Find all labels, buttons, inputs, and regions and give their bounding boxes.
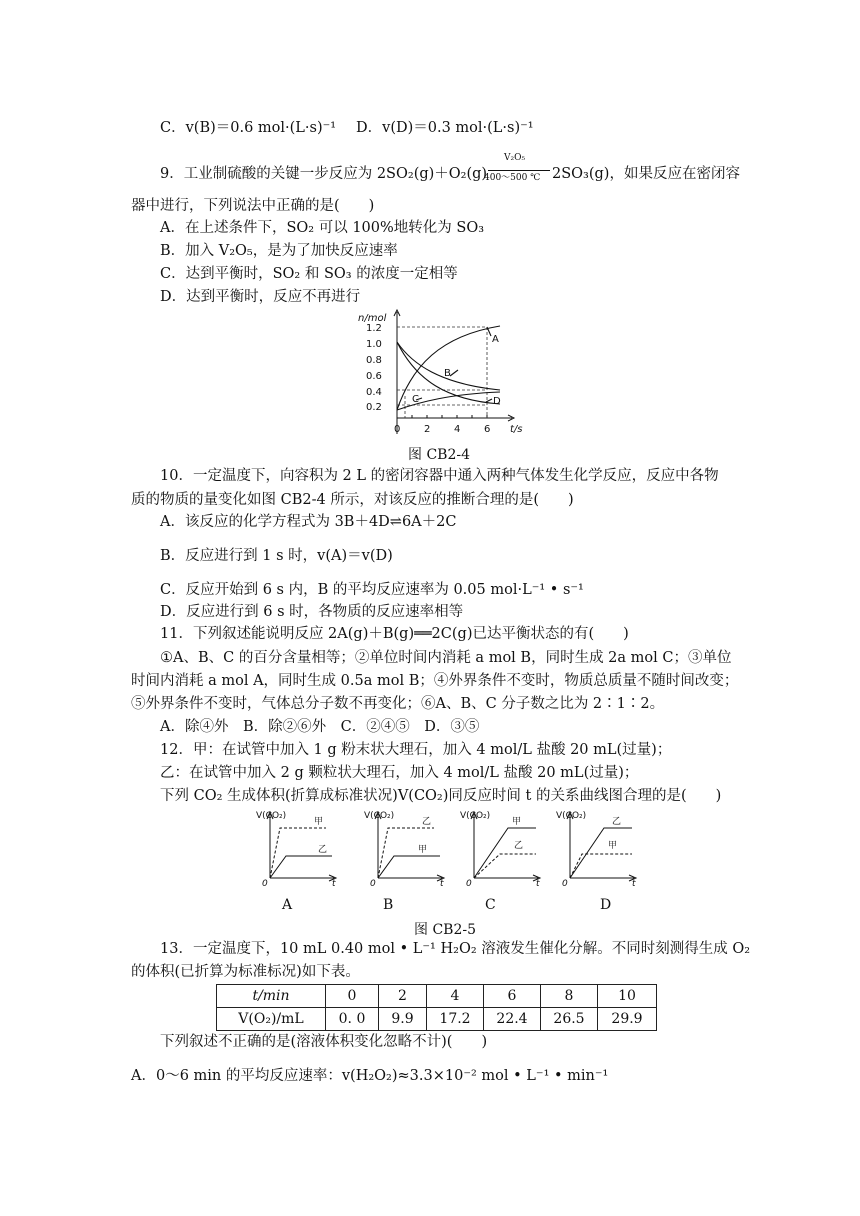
q10-stem-part2: 质的物质的量变化如图 CB2-4 所示，对该反应的推断合理的是( ) — [131, 492, 574, 508]
fig4-ytick: 0.2 — [366, 402, 382, 413]
fig4-ytick: 0.6 — [366, 371, 382, 382]
fig5-origin: 0 — [562, 879, 568, 888]
fig5-caption: 图 CB2-5 — [414, 922, 476, 938]
q13-data-table — [216, 984, 657, 1031]
fig4-curve-label-b: B — [444, 368, 451, 379]
fig5-xlabel: t — [632, 879, 636, 888]
q10-option-d: D．反应进行到 6 s 时，各物质的反应速率相等 — [160, 604, 464, 620]
table-cell: 29.9 — [598, 1008, 657, 1031]
table-cell: 9.9 — [379, 1008, 427, 1031]
table-header-volume: V(O₂)/mL — [217, 1008, 326, 1031]
q9-stem-part1: 9．工业制硫酸的关键一步反应为 2SO₂(g)＋O₂(g) — [160, 166, 488, 182]
q10-option-a: A．该反应的化学方程式为 3B＋4D⇌6A＋2C — [160, 514, 457, 530]
fig5-label-yi: 乙 — [422, 817, 432, 827]
q8-option-c: C．v(B)＝0.6 mol·(L·s)⁻¹ — [160, 120, 337, 136]
fig4-caption: 图 CB2-4 — [408, 447, 470, 463]
fig4-xtick: 0 — [394, 424, 401, 435]
q9-temperature: 400～500 ℃ — [484, 173, 541, 183]
fig5-label-yi: 乙 — [514, 841, 524, 851]
fig4-curve-label-d: D — [493, 396, 501, 407]
fig5-panel-label-c: C — [485, 897, 496, 913]
q11-items-line2: 时间内消耗 a mol A，同时生成 0.5a mol B；④外界条件不变时，物质总质量不随时间改变； — [131, 673, 739, 689]
table-cell: 10 — [598, 985, 657, 1008]
fig4-xtick: 4 — [454, 424, 461, 435]
fig5-panel-b — [364, 811, 444, 888]
table-cell: 6 — [484, 985, 541, 1008]
q12-jia: 12．甲：在试管中加入 1 g 粉末状大理石，加入 4 mol/L 盐酸 20 mL(过量)； — [160, 742, 672, 758]
table-cell: 4 — [427, 985, 484, 1008]
table-cell: 0 — [326, 985, 379, 1008]
q11-items-line1: ①A、B、C 的百分含量相等；②单位时间内消耗 a mol B，同时生成 2a mol C；③单位 — [160, 650, 732, 666]
fig5-panel-label-a: A — [282, 897, 293, 913]
fig4-ytick: 0.4 — [366, 387, 382, 398]
q9-option-a: A．在上述条件下，SO₂ 可以 100%地转化为 SO₃ — [160, 220, 485, 236]
q9-stem-part2: 2SO₃(g)，如果反应在密闭容 — [552, 166, 740, 182]
q13-stem-part2: 的体积(已折算为标准标况)如下表。 — [131, 964, 360, 980]
q11-items-line3: ⑤外界条件不变时，气体总分子数不再变化；⑥A、B、C 分子数之比为 2∶1∶2。 — [131, 696, 665, 712]
table-cell: 26.5 — [541, 1008, 598, 1031]
q9-option-b: B．加入 V₂O₅，是为了加快反应速率 — [160, 243, 398, 259]
fig5-panel-c — [460, 811, 540, 888]
q9-reaction-arrow — [488, 170, 550, 171]
fig4-xlabel: t/s — [510, 424, 523, 435]
fig5-xlabel: t — [536, 879, 540, 888]
q8-option-d: D．v(D)＝0.3 mol·(L·s)⁻¹ — [356, 120, 534, 136]
q13-option-a: A．0～6 min 的平均反应速率：v(H₂O₂)≈3.3×10⁻² mol • L⁻¹ • min⁻¹ — [131, 1068, 609, 1084]
fig5-ylabel: V(CO₂) — [460, 811, 491, 821]
fig4-ytick: 0.8 — [366, 355, 382, 366]
fig5-origin: 0 — [262, 879, 268, 888]
table-header-time: t/min — [217, 985, 326, 1008]
q13-question: 下列叙述不正确的是(溶液体积变化忽略不计)( ) — [160, 1034, 488, 1050]
fig5-origin: 0 — [370, 879, 376, 888]
table-cell: 8 — [541, 985, 598, 1008]
q9-stem-part3: 器中进行，下列说法中正确的是( ) — [131, 198, 375, 214]
fig4-xtick: 2 — [424, 424, 431, 435]
q10-option-c: C．反应开始到 6 s 内，B 的平均反应速率为 0.05 mol·L⁻¹ • s⁻¹ — [160, 582, 584, 598]
fig4-ytick: 1.0 — [366, 339, 382, 350]
q11-options: A．除④外 B．除②⑥外 C．②④⑤ D．③⑤ — [160, 719, 480, 735]
table-row — [217, 985, 657, 1008]
fig5-xlabel: t — [440, 879, 444, 888]
fig5-label-yi: 乙 — [318, 845, 328, 855]
fig5-panel-a — [256, 811, 336, 888]
q10-stem-part1: 10．一定温度下，向容积为 2 L 的密闭容器中通入两种气体发生化学反应，反应中各物 — [160, 468, 719, 484]
fig5-panel-d — [556, 811, 636, 888]
q12-question: 下列 CO₂ 生成体积(折算成标准状况)V(CO₂)同反应时间 t 的关系曲线图合理的是( ) — [160, 788, 722, 804]
fig5-ylabel: V(CO₂) — [364, 811, 395, 821]
fig4-curve-label-a: A — [492, 334, 499, 345]
fig4-curve-label-c: C — [412, 394, 419, 405]
table-cell: 2 — [379, 985, 427, 1008]
q9-option-c: C．达到平衡时，SO₂ 和 SO₃ 的浓度一定相等 — [160, 266, 458, 282]
fig4-ylabel: n/mol — [358, 313, 387, 324]
figure-cb2-4 — [350, 306, 530, 442]
fig5-label-jia: 甲 — [314, 817, 324, 827]
fig5-panel-label-b: B — [383, 897, 394, 913]
fig5-ylabel: V(CO₂) — [256, 811, 287, 821]
q9-catalyst: V₂O₅ — [504, 153, 526, 163]
figure-cb2-5 — [246, 808, 646, 888]
fig4-ytick: 1.2 — [366, 323, 382, 334]
table-row — [217, 1008, 657, 1031]
fig5-label-jia: 甲 — [418, 845, 428, 855]
fig5-label-jia: 甲 — [512, 817, 522, 827]
q9-option-d: D．达到平衡时，反应不再进行 — [160, 289, 361, 305]
q12-yi: 乙：在试管中加入 2 g 颗粒状大理石，加入 4 mol/L 盐酸 20 mL(过量)； — [160, 765, 639, 781]
fig4-xtick: 6 — [484, 424, 491, 435]
fig5-label-yi: 乙 — [612, 817, 622, 827]
q11-stem: 11．下列叙述能说明反应 2A(g)＋B(g)══2C(g)已达平衡状态的有( ) — [160, 626, 629, 642]
table-cell: 22.4 — [484, 1008, 541, 1031]
table-cell: 17.2 — [427, 1008, 484, 1031]
fig5-ylabel: V(CO₂) — [556, 811, 587, 821]
fig5-label-jia: 甲 — [608, 841, 618, 851]
fig5-xlabel: t — [332, 879, 336, 888]
table-cell: 0. 0 — [326, 1008, 379, 1031]
q13-stem-part1: 13．一定温度下，10 mL 0.40 mol • L⁻¹ H₂O₂ 溶液发生催化分解。不同时刻测得生成 O₂ — [160, 941, 751, 957]
q10-option-b: B．反应进行到 1 s 时，v(A)＝v(D) — [160, 548, 393, 564]
fig5-origin: 0 — [466, 879, 472, 888]
fig5-panel-label-d: D — [600, 897, 612, 913]
